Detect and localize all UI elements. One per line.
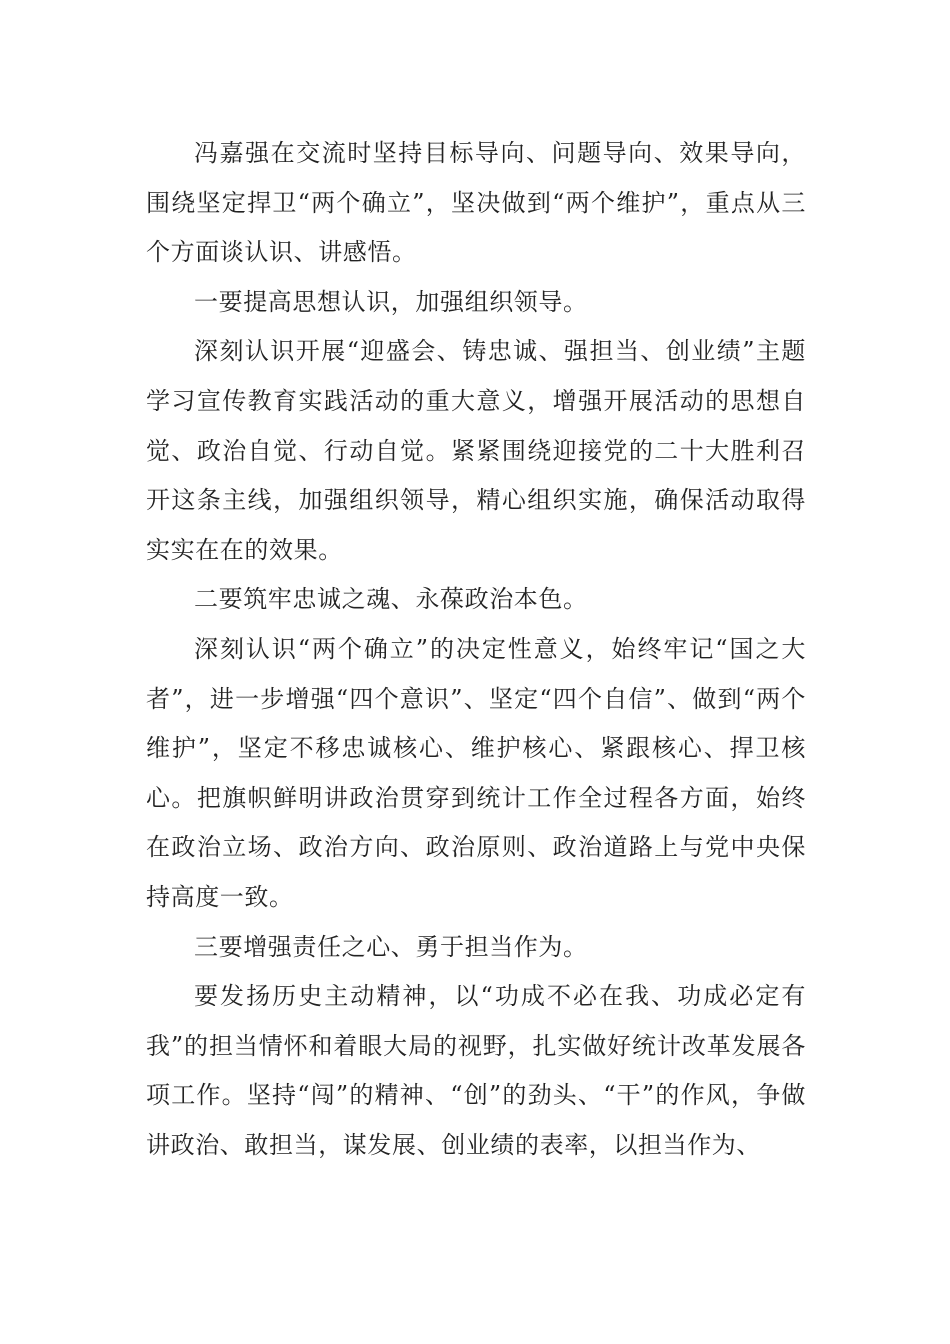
body-text: [146, 129, 806, 1170]
heading-point-one: 一要提高思想认识，加强组织领导。: [194, 287, 588, 316]
heading-point-two: 二要筑牢忠诚之魂、永葆政治本色。: [194, 585, 588, 614]
paragraph-point-one: 深刻认识开展“迎盛会、铸忠诚、强担当、创业绩”主题学习宣传教育实践活动的重大意义，增强开展活动的思想自觉、政治自觉、行动自觉。紧紧围绕迎接党的二十大胜利召开这条主线，加强组织领导，精心组织实施，确保活动取得实实在在的效果。: [146, 337, 806, 564]
paragraph-point-two: 深刻认识“两个确立”的决定性意义，始终牢记“国之大者”，进一步增强“四个意识”、坚定“四个自信”、做到“两个维护”，坚定不移忠诚核心、维护核心、紧跟核心、捍卫核心。把旗帜鲜明讲政治贯穿到统计工作全过程各方面，始终在政治立场、政治方向、政治原则、政治道路上与党中央保持高度一致。: [146, 634, 806, 911]
heading-point-three: 三要增强责任之心、勇于担当作为。: [194, 932, 588, 961]
paragraph-intro: 冯嘉强在交流时坚持目标导向、问题导向、效果导向，围绕坚定捍卫“两个确立”，坚决做到“两个维护”，重点从三个方面谈认识、讲感悟。: [146, 139, 806, 267]
paragraph-point-three: 要发扬历史主动精神，以“功成不必在我、功成必定有我”的担当情怀和着眼大局的视野，扎实做好统计改革发展各项工作。坚持“闯”的精神、“创”的劲头、“干”的作风，争做讲政治、敢担当，谋发展、创业绩的表率，以担当作为、: [146, 982, 806, 1159]
